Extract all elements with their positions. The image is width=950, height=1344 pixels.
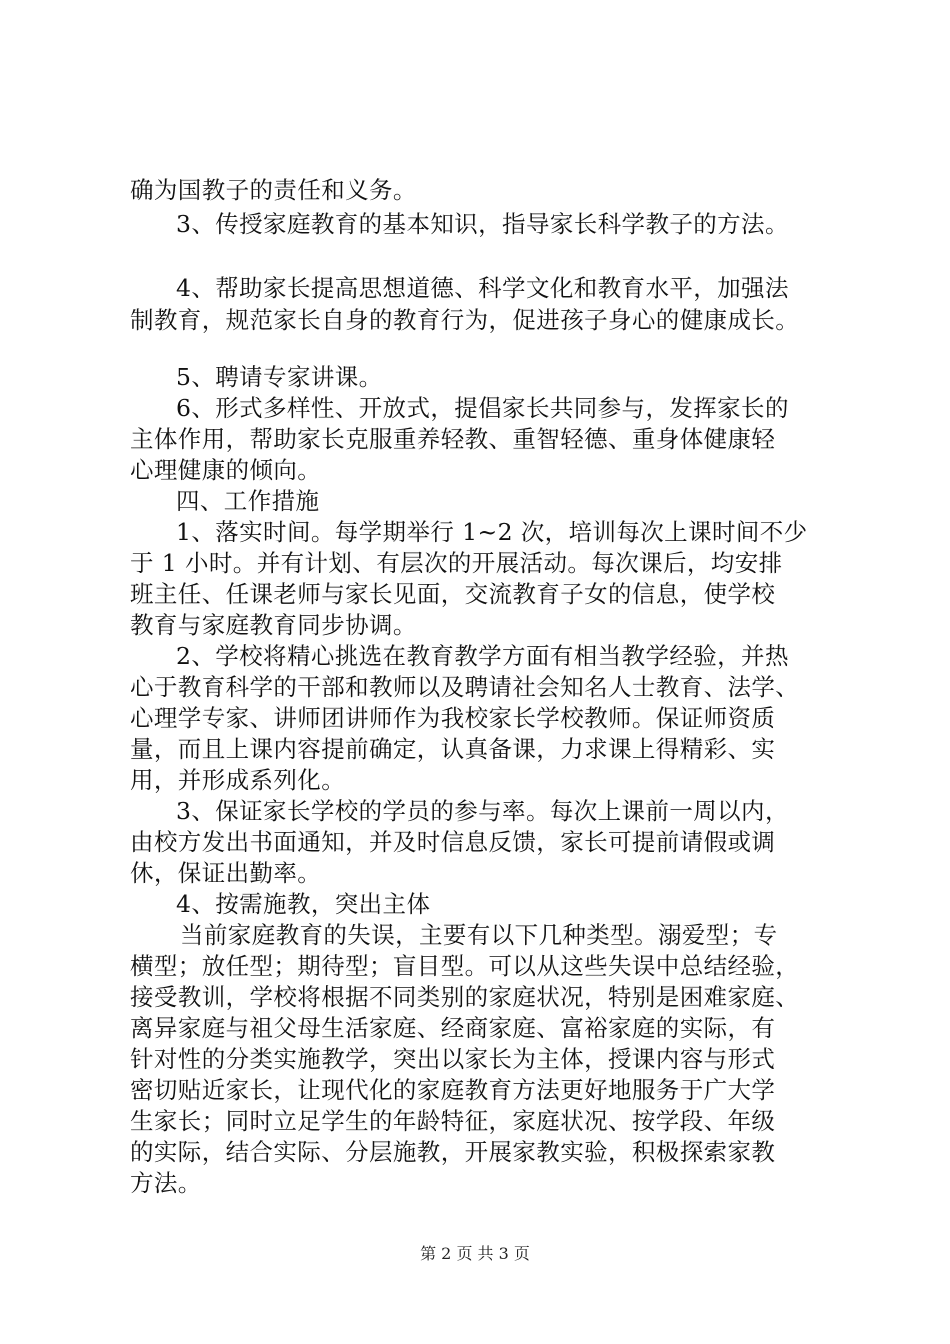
text-line: 量，而且上课内容提前确定，认真备课，力求课上得精彩、实 bbox=[130, 735, 776, 763]
text-line: 心于教育科学的干部和教师以及聘请社会知名人士教育、法学、 bbox=[130, 673, 800, 701]
text-line: 确为国教子的责任和义务。 bbox=[130, 176, 417, 204]
text-line: 4、按需施教，突出主体 bbox=[176, 890, 431, 918]
text-line: 离异家庭与祖父母生活家庭、经商家庭、富裕家庭的实际，有 bbox=[130, 1014, 776, 1042]
text-line: 休，保证出勤率。 bbox=[130, 859, 322, 887]
text-line: 3、传授家庭教育的基本知识，指导家长科学教子的方法。 bbox=[176, 210, 789, 238]
text-line: 方法。 bbox=[130, 1169, 202, 1197]
text-line: 主体作用，帮助家长克服重养轻教、重智轻德、重身体健康轻 bbox=[130, 425, 776, 453]
text-line: 4、帮助家长提高思想道德、科学文化和教育水平，加强法 bbox=[176, 274, 789, 302]
page-footer bbox=[0, 1243, 950, 1265]
section-heading: 四、工作措施 bbox=[176, 487, 320, 515]
text-line: 心理健康的倾向。 bbox=[130, 456, 322, 484]
text-line: 教育与家庭教育同步协调。 bbox=[130, 611, 417, 639]
text-line: 的实际，结合实际、分层施教，开展家教实验，积极探索家教 bbox=[130, 1138, 776, 1166]
page-number-label: 第 2 页 共 3 页 bbox=[420, 1244, 530, 1263]
text-line: 于 1 小时。并有计划、有层次的开展活动。每次课后，均安排 bbox=[130, 549, 783, 577]
text-line: 6、形式多样性、开放式，提倡家长共同参与，发挥家长的 bbox=[176, 394, 789, 422]
text-line: 制教育，规范家长自身的教育行为，促进孩子身心的健康成长。 bbox=[130, 306, 800, 334]
text-line: 针对性的分类实施教学，突出以家长为主体，授课内容与形式 bbox=[130, 1045, 776, 1073]
text-line: 3、保证家长学校的学员的参与率。每次上课前一周以内， bbox=[176, 797, 789, 825]
text-line: 接受教训，学校将根据不同类别的家庭状况，特别是困难家庭、 bbox=[130, 983, 800, 1011]
text-line: 班主任、任课老师与家长见面，交流教育子女的信息，使学校 bbox=[130, 580, 776, 608]
text-line: 横型；放任型；期待型；盲目型。可以从这些失误中总结经验， bbox=[130, 952, 800, 980]
text-line: 密切贴近家长，让现代化的家庭教育方法更好地服务于广大学 bbox=[130, 1076, 776, 1104]
text-line: 当前家庭教育的失误，主要有以下几种类型。溺爱型；专 bbox=[180, 921, 778, 949]
text-line: 2、学校将精心挑选在教育教学方面有相当教学经验，并热 bbox=[176, 642, 789, 670]
text-line: 5、聘请专家讲课。 bbox=[176, 363, 383, 391]
text-line: 由校方发出书面通知，并及时信息反馈，家长可提前请假或调 bbox=[130, 828, 776, 856]
text-line: 心理学专家、讲师团讲师作为我校家长学校教师。保证师资质 bbox=[130, 704, 776, 732]
text-line: 生家长；同时立足学生的年龄特征，家庭状况、按学段、年级 bbox=[130, 1107, 776, 1135]
text-line: 用，并形成系列化。 bbox=[130, 766, 346, 794]
text-line: 1、落实时间。每学期举行 1~2 次，培训每次上课时间不少 bbox=[176, 518, 808, 546]
